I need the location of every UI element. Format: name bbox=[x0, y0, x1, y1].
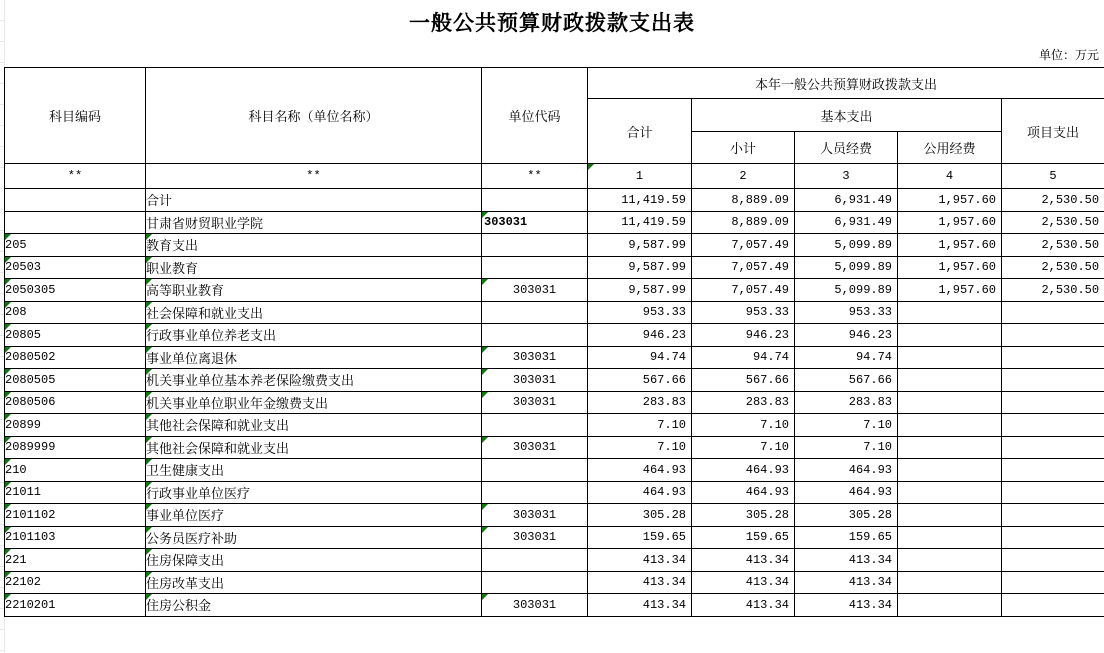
error-indicator-icon bbox=[482, 594, 488, 600]
col-header-personnel: 人员经费 bbox=[795, 132, 898, 164]
subject-name-cell: 职业教育 bbox=[146, 256, 482, 279]
table-row bbox=[5, 571, 1104, 594]
error-indicator-icon bbox=[146, 324, 152, 330]
total-cell: 413.34 bbox=[588, 549, 692, 572]
subtotal-cell: 159.65 bbox=[692, 526, 795, 549]
subject-code-cell: 20503 bbox=[5, 256, 146, 279]
col-header-public-funds: 公用经费 bbox=[898, 132, 1002, 164]
project-cell bbox=[1002, 594, 1104, 617]
personnel-cell: 159.65 bbox=[795, 526, 898, 549]
error-indicator-icon bbox=[5, 549, 11, 555]
subtotal-cell: 413.34 bbox=[692, 571, 795, 594]
subtotal-cell: 7,057.49 bbox=[692, 279, 795, 302]
unit-code-cell bbox=[482, 324, 588, 347]
column-index-row bbox=[5, 164, 1104, 189]
unit-code-cell bbox=[482, 301, 588, 324]
project-cell bbox=[1002, 526, 1104, 549]
total-cell: 9,587.99 bbox=[588, 234, 692, 257]
subject-name-cell: 行政事业单位医疗 bbox=[146, 481, 482, 504]
error-indicator-icon bbox=[482, 369, 488, 375]
unit-code-cell: 303031 bbox=[482, 594, 588, 617]
index-cell: 5 bbox=[1002, 164, 1104, 189]
unit-code-cell bbox=[482, 481, 588, 504]
subtotal-cell: 413.34 bbox=[692, 594, 795, 617]
budget-expenditure-table bbox=[4, 67, 1104, 617]
error-indicator-icon bbox=[5, 279, 11, 285]
subtotal-cell: 8,889.09 bbox=[692, 189, 795, 212]
personnel-cell: 953.33 bbox=[795, 301, 898, 324]
table-row bbox=[5, 211, 1104, 234]
personnel-cell: 6,931.49 bbox=[795, 211, 898, 234]
personnel-cell: 5,099.89 bbox=[795, 234, 898, 257]
error-indicator-icon bbox=[146, 437, 152, 443]
col-header-project: 项目支出 bbox=[1002, 99, 1104, 164]
total-cell: 9,587.99 bbox=[588, 256, 692, 279]
subject-name-cell: 甘肃省财贸职业学院 bbox=[146, 211, 482, 234]
table-row bbox=[5, 256, 1104, 279]
table-row bbox=[5, 436, 1104, 459]
unit-note: 单位：万元 bbox=[1038, 48, 1099, 62]
table-row bbox=[5, 459, 1104, 482]
error-indicator-icon bbox=[5, 392, 11, 398]
subtotal-cell: 413.34 bbox=[692, 549, 795, 572]
error-indicator-icon bbox=[5, 459, 11, 465]
total-cell: 11,419.59 bbox=[588, 189, 692, 212]
public-funds-cell bbox=[898, 481, 1002, 504]
error-indicator-icon bbox=[146, 279, 152, 285]
index-cell: ** bbox=[5, 164, 146, 189]
subject-code-cell: 2089999 bbox=[5, 436, 146, 459]
public-funds-cell: 1,957.60 bbox=[898, 211, 1002, 234]
total-cell: 953.33 bbox=[588, 301, 692, 324]
error-indicator-icon bbox=[482, 504, 488, 510]
table-row bbox=[5, 549, 1104, 572]
personnel-cell: 567.66 bbox=[795, 369, 898, 392]
total-cell: 946.23 bbox=[588, 324, 692, 347]
col-header-subtotal: 小计 bbox=[692, 132, 795, 164]
total-cell: 159.65 bbox=[588, 526, 692, 549]
error-indicator-icon bbox=[146, 302, 152, 308]
total-cell: 464.93 bbox=[588, 459, 692, 482]
subject-code-cell: 208 bbox=[5, 301, 146, 324]
public-funds-cell bbox=[898, 549, 1002, 572]
subtotal-cell: 7,057.49 bbox=[692, 256, 795, 279]
total-cell: 11,419.59 bbox=[588, 211, 692, 234]
public-funds-cell bbox=[898, 324, 1002, 347]
error-indicator-icon bbox=[5, 347, 11, 353]
subject-name-cell: 社会保障和就业支出 bbox=[146, 301, 482, 324]
error-indicator-icon bbox=[146, 392, 152, 398]
col-header-total: 合计 bbox=[588, 99, 692, 164]
total-cell: 567.66 bbox=[588, 369, 692, 392]
public-funds-cell bbox=[898, 436, 1002, 459]
subject-code-cell: 2050305 bbox=[5, 279, 146, 302]
error-indicator-icon bbox=[5, 527, 11, 533]
error-indicator-icon bbox=[146, 459, 152, 465]
table-row bbox=[5, 234, 1104, 257]
total-cell: 413.34 bbox=[588, 571, 692, 594]
public-funds-cell bbox=[898, 301, 1002, 324]
project-cell: 2,530.50 bbox=[1002, 256, 1104, 279]
personnel-cell: 5,099.89 bbox=[795, 256, 898, 279]
subject-name-cell: 住房改革支出 bbox=[146, 571, 482, 594]
unit-code-cell bbox=[482, 414, 588, 437]
public-funds-cell bbox=[898, 459, 1002, 482]
project-cell: 2,530.50 bbox=[1002, 189, 1104, 212]
subtotal-cell: 94.74 bbox=[692, 346, 795, 369]
error-indicator-icon bbox=[482, 527, 488, 533]
subject-name-cell: 机关事业单位基本养老保险缴费支出 bbox=[146, 369, 482, 392]
total-cell: 7.10 bbox=[588, 414, 692, 437]
col-header-basic-group: 基本支出 bbox=[692, 99, 1002, 132]
index-cell: 4 bbox=[898, 164, 1002, 189]
subtotal-cell: 464.93 bbox=[692, 481, 795, 504]
public-funds-cell bbox=[898, 526, 1002, 549]
error-indicator-icon bbox=[5, 234, 11, 240]
col-header-current-year-group: 本年一般公共预算财政拨款支出 bbox=[588, 68, 1104, 99]
personnel-cell: 413.34 bbox=[795, 594, 898, 617]
table-body bbox=[5, 189, 1104, 617]
subject-name-cell: 合计 bbox=[146, 189, 482, 212]
project-cell bbox=[1002, 504, 1104, 527]
error-indicator-icon bbox=[146, 234, 152, 240]
table-header bbox=[5, 68, 1104, 189]
error-indicator-icon bbox=[5, 504, 11, 510]
public-funds-cell bbox=[898, 571, 1002, 594]
unit-code-cell: 303031 bbox=[482, 504, 588, 527]
subject-name-cell: 其他社会保障和就业支出 bbox=[146, 414, 482, 437]
index-cell: 3 bbox=[795, 164, 898, 189]
error-indicator-icon bbox=[482, 212, 488, 218]
index-cell: 1 bbox=[588, 164, 692, 189]
error-indicator-icon bbox=[5, 437, 11, 443]
public-funds-cell: 1,957.60 bbox=[898, 234, 1002, 257]
error-indicator-icon bbox=[146, 527, 152, 533]
project-cell: 2,530.50 bbox=[1002, 234, 1104, 257]
personnel-cell: 305.28 bbox=[795, 504, 898, 527]
error-indicator-icon bbox=[5, 257, 11, 263]
unit-code-cell: 303031 bbox=[482, 279, 588, 302]
table-row bbox=[5, 301, 1104, 324]
subject-code-cell bbox=[5, 189, 146, 212]
subtotal-cell: 567.66 bbox=[692, 369, 795, 392]
total-cell: 413.34 bbox=[588, 594, 692, 617]
unit-code-cell: 303031 bbox=[482, 211, 588, 234]
public-funds-cell: 1,957.60 bbox=[898, 256, 1002, 279]
project-cell bbox=[1002, 414, 1104, 437]
subject-name-cell: 住房公积金 bbox=[146, 594, 482, 617]
project-cell bbox=[1002, 346, 1104, 369]
personnel-cell: 413.34 bbox=[795, 571, 898, 594]
error-indicator-icon bbox=[5, 302, 11, 308]
table-row bbox=[5, 594, 1104, 617]
error-indicator-icon bbox=[5, 594, 11, 600]
error-indicator-icon bbox=[5, 324, 11, 330]
table-row bbox=[5, 324, 1104, 347]
error-indicator-icon bbox=[146, 257, 152, 263]
project-cell bbox=[1002, 459, 1104, 482]
personnel-cell: 7.10 bbox=[795, 414, 898, 437]
subject-name-cell: 事业单位医疗 bbox=[146, 504, 482, 527]
project-cell bbox=[1002, 436, 1104, 459]
personnel-cell: 464.93 bbox=[795, 459, 898, 482]
error-indicator-icon bbox=[146, 347, 152, 353]
table-row bbox=[5, 346, 1104, 369]
project-cell bbox=[1002, 391, 1104, 414]
subject-name-cell: 机关事业单位职业年金缴费支出 bbox=[146, 391, 482, 414]
subject-code-cell: 20899 bbox=[5, 414, 146, 437]
subtotal-cell: 953.33 bbox=[692, 301, 795, 324]
error-indicator-icon bbox=[146, 572, 152, 578]
subject-code-cell: 2080502 bbox=[5, 346, 146, 369]
project-cell: 2,530.50 bbox=[1002, 279, 1104, 302]
error-indicator-icon bbox=[5, 482, 11, 488]
col-header-subject-code: 科目编码 bbox=[5, 68, 146, 164]
table-row bbox=[5, 504, 1104, 527]
subject-name-cell: 其他社会保障和就业支出 bbox=[146, 436, 482, 459]
subject-name-cell: 教育支出 bbox=[146, 234, 482, 257]
subject-code-cell: 2101102 bbox=[5, 504, 146, 527]
personnel-cell: 413.34 bbox=[795, 549, 898, 572]
total-cell: 283.83 bbox=[588, 391, 692, 414]
subtotal-cell: 946.23 bbox=[692, 324, 795, 347]
unit-code-cell bbox=[482, 234, 588, 257]
subject-name-cell: 公务员医疗补助 bbox=[146, 526, 482, 549]
personnel-cell: 7.10 bbox=[795, 436, 898, 459]
table-row bbox=[5, 391, 1104, 414]
total-cell: 305.28 bbox=[588, 504, 692, 527]
project-cell bbox=[1002, 549, 1104, 572]
project-cell bbox=[1002, 369, 1104, 392]
header-row-1 bbox=[5, 68, 1104, 99]
unit-code-cell: 303031 bbox=[482, 526, 588, 549]
project-cell: 2,530.50 bbox=[1002, 211, 1104, 234]
subject-name-cell: 事业单位离退休 bbox=[146, 346, 482, 369]
total-cell: 7.10 bbox=[588, 436, 692, 459]
error-indicator-icon bbox=[482, 279, 488, 285]
subject-code-cell: 2080506 bbox=[5, 391, 146, 414]
personnel-cell: 94.74 bbox=[795, 346, 898, 369]
personnel-cell: 283.83 bbox=[795, 391, 898, 414]
index-cell: ** bbox=[146, 164, 482, 189]
error-indicator-icon bbox=[146, 504, 152, 510]
subject-name-cell: 卫生健康支出 bbox=[146, 459, 482, 482]
index-cell: ** bbox=[482, 164, 588, 189]
unit-code-cell: 303031 bbox=[482, 346, 588, 369]
col-header-unit-code: 单位代码 bbox=[482, 68, 588, 164]
error-indicator-icon bbox=[146, 482, 152, 488]
subject-name-cell: 高等职业教育 bbox=[146, 279, 482, 302]
subtotal-cell: 305.28 bbox=[692, 504, 795, 527]
error-indicator-icon bbox=[482, 347, 488, 353]
page-title: 一般公共预算财政拨款支出表 bbox=[409, 12, 695, 35]
error-indicator-icon bbox=[5, 572, 11, 578]
error-indicator-icon bbox=[146, 594, 152, 600]
public-funds-cell: 1,957.60 bbox=[898, 189, 1002, 212]
personnel-cell: 5,099.89 bbox=[795, 279, 898, 302]
subject-code-cell: 210 bbox=[5, 459, 146, 482]
total-cell: 464.93 bbox=[588, 481, 692, 504]
table-row bbox=[5, 369, 1104, 392]
total-cell: 9,587.99 bbox=[588, 279, 692, 302]
table-row bbox=[5, 481, 1104, 504]
project-cell bbox=[1002, 301, 1104, 324]
unit-code-cell: 303031 bbox=[482, 391, 588, 414]
unit-code-cell bbox=[482, 189, 588, 212]
unit-code-cell bbox=[482, 459, 588, 482]
personnel-cell: 6,931.49 bbox=[795, 189, 898, 212]
project-cell bbox=[1002, 571, 1104, 594]
error-indicator-icon bbox=[5, 414, 11, 420]
col-header-subject-name: 科目名称（单位名称） bbox=[146, 68, 482, 164]
unit-code-cell: 303031 bbox=[482, 436, 588, 459]
subject-name-cell: 行政事业单位养老支出 bbox=[146, 324, 482, 347]
table-row bbox=[5, 189, 1104, 212]
subject-code-cell: 2210201 bbox=[5, 594, 146, 617]
subtotal-cell: 8,889.09 bbox=[692, 211, 795, 234]
table-row bbox=[5, 279, 1104, 302]
unit-code-cell bbox=[482, 256, 588, 279]
subtotal-cell: 7,057.49 bbox=[692, 234, 795, 257]
public-funds-cell bbox=[898, 504, 1002, 527]
total-cell: 94.74 bbox=[588, 346, 692, 369]
error-indicator-icon bbox=[146, 414, 152, 420]
public-funds-cell: 1,957.60 bbox=[898, 279, 1002, 302]
subject-code-cell: 221 bbox=[5, 549, 146, 572]
subject-name-cell: 住房保障支出 bbox=[146, 549, 482, 572]
personnel-cell: 946.23 bbox=[795, 324, 898, 347]
table-row bbox=[5, 414, 1104, 437]
public-funds-cell bbox=[898, 346, 1002, 369]
subject-code-cell: 205 bbox=[5, 234, 146, 257]
error-indicator-icon bbox=[482, 437, 488, 443]
table-row bbox=[5, 526, 1104, 549]
index-cell: 2 bbox=[692, 164, 795, 189]
error-indicator-icon bbox=[588, 164, 594, 170]
public-funds-cell bbox=[898, 369, 1002, 392]
personnel-cell: 464.93 bbox=[795, 481, 898, 504]
public-funds-cell bbox=[898, 594, 1002, 617]
error-indicator-icon bbox=[146, 369, 152, 375]
subject-code-cell: 20805 bbox=[5, 324, 146, 347]
subject-code-cell: 21011 bbox=[5, 481, 146, 504]
subject-code-cell: 2080505 bbox=[5, 369, 146, 392]
project-cell bbox=[1002, 481, 1104, 504]
error-indicator-icon bbox=[146, 549, 152, 555]
subject-code-cell bbox=[5, 211, 146, 234]
unit-code-cell bbox=[482, 549, 588, 572]
unit-code-cell bbox=[482, 571, 588, 594]
subtotal-cell: 464.93 bbox=[692, 459, 795, 482]
subtotal-cell: 283.83 bbox=[692, 391, 795, 414]
error-indicator-icon bbox=[5, 369, 11, 375]
subject-code-cell: 2101103 bbox=[5, 526, 146, 549]
public-funds-cell bbox=[898, 391, 1002, 414]
public-funds-cell bbox=[898, 414, 1002, 437]
subtotal-cell: 7.10 bbox=[692, 414, 795, 437]
error-indicator-icon bbox=[482, 392, 488, 398]
subtotal-cell: 7.10 bbox=[692, 436, 795, 459]
subject-code-cell: 22102 bbox=[5, 571, 146, 594]
project-cell bbox=[1002, 324, 1104, 347]
unit-code-cell: 303031 bbox=[482, 369, 588, 392]
